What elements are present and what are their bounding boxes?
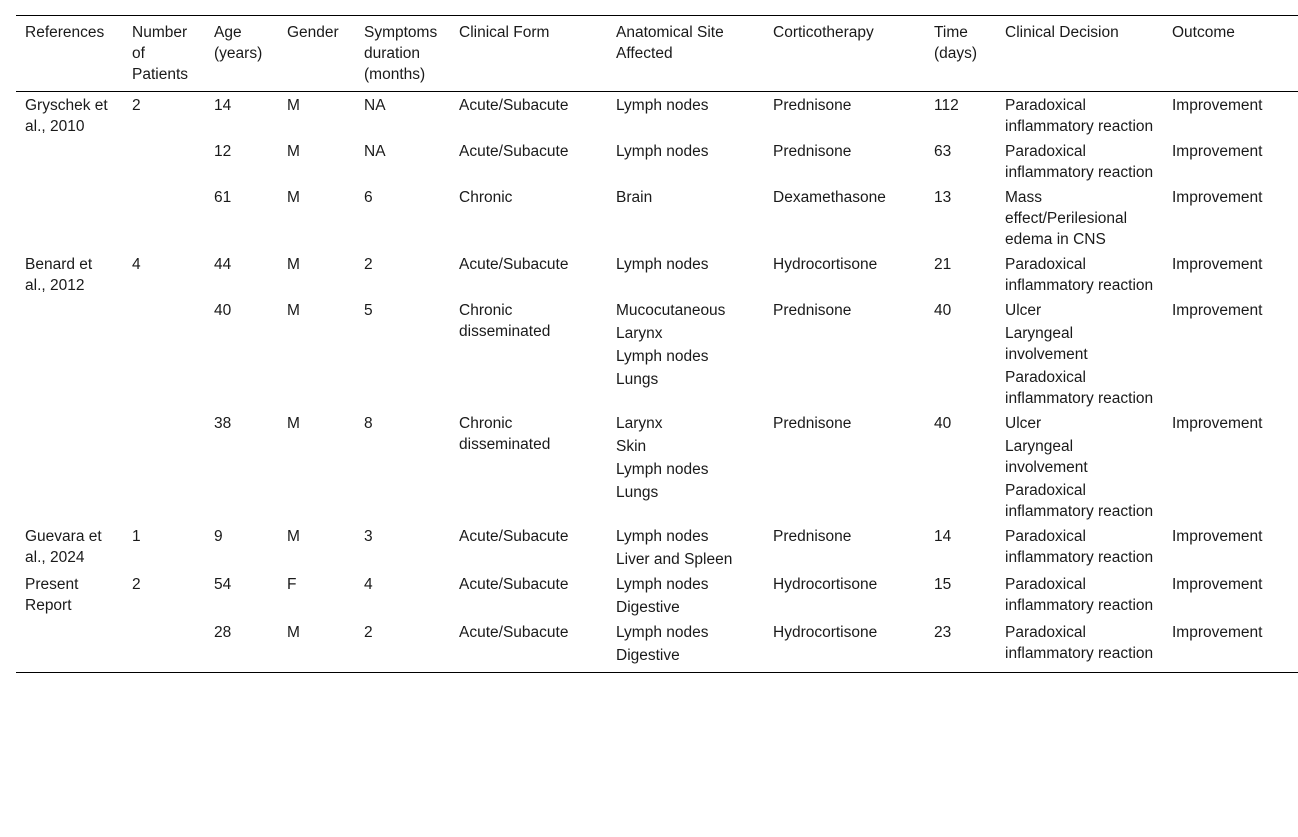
clinical-decision-cell [996,524,1163,572]
anatomical-site-item: Lungs [616,484,659,501]
clinical-decision-item: Mass effect/Perilesional edema in CNS [1005,189,1128,248]
corticotherapy-cell: Prednisone [773,302,852,319]
symptoms-duration-cell: NA [364,143,386,160]
age-cell: 38 [214,415,232,432]
outcome-cell: Improvement [1172,256,1263,273]
gender-cell: M [287,256,300,273]
anatomical-site-item: Mucocutaneous [616,302,726,319]
anatomical-site-cell [607,572,764,620]
table-header-row [16,16,1298,92]
table-row [16,411,1298,524]
corticotherapy-cell: Hydrocortisone [773,576,878,593]
age-cell: 14 [214,97,232,114]
outcome-cell: Improvement [1172,528,1263,545]
outcome-cell: Improvement [1172,415,1263,432]
header-anatomical-site: Anatomical Site Affected [616,24,724,62]
reference-cell: Present Report [25,576,79,614]
anatomical-site-item: Lymph nodes [616,461,709,478]
age-cell: 54 [214,576,232,593]
header-number-of-patients: Number of Patients [132,24,189,83]
gender-cell: M [287,97,300,114]
clinical-decision-cell [996,620,1163,673]
outcome-cell: Improvement [1172,189,1263,206]
anatomical-site-item: Lymph nodes [616,528,709,545]
age-cell: 61 [214,189,232,206]
table-row [16,572,1298,620]
clinical-form-cell: Acute/Subacute [459,528,569,545]
corticotherapy-cell: Prednisone [773,143,852,160]
clinical-decision-item: Paradoxical inflammatory reaction [1005,624,1154,662]
anatomical-site-cell [607,524,764,572]
corticotherapy-cell: Hydrocortisone [773,624,878,641]
time-cell: 40 [934,302,952,319]
clinical-decision-cell [996,411,1163,524]
anatomical-site-item: Brain [616,189,653,206]
table-row [16,185,1298,252]
clinical-decision-item: Paradoxical inflammatory reaction [1005,528,1154,566]
number-of-patients-cell: 2 [132,97,141,114]
clinical-form-cell: Acute/Subacute [459,97,569,114]
clinical-form-cell: Chronic disseminated [459,302,551,340]
header-references: References [25,24,105,41]
reference-cell: Benard et al., 2012 [25,256,93,294]
anatomical-site-item: Lymph nodes [616,97,709,114]
outcome-cell: Improvement [1172,302,1263,319]
header-time: Time (days) [934,24,978,62]
number-of-patients-cell: 4 [132,256,141,273]
gender-cell: M [287,624,300,641]
anatomical-site-item: Larynx [616,325,663,342]
anatomical-site-item: Skin [616,438,647,455]
table-body [16,92,1298,673]
table-row [16,139,1298,185]
anatomical-site-item: Digestive [616,647,680,664]
anatomical-site-item: Digestive [616,599,680,616]
gender-cell: M [287,528,300,545]
table-row [16,252,1298,298]
anatomical-site-item: Larynx [616,415,663,432]
clinical-decision-cell [996,139,1163,185]
symptoms-duration-cell: 4 [364,576,373,593]
gender-cell: M [287,302,300,319]
case-table-container [16,15,1298,673]
header-corticotherapy: Corticotherapy [773,24,874,41]
header-symptoms-duration: Symptoms duration (months) [364,24,438,83]
symptoms-duration-cell: 6 [364,189,373,206]
table-row [16,620,1298,673]
outcome-cell: Improvement [1172,624,1263,641]
clinical-decision-item: Ulcer [1005,415,1042,432]
clinical-decision-item: Ulcer [1005,302,1042,319]
clinical-form-cell: Acute/Subacute [459,143,569,160]
number-of-patients-cell: 2 [132,576,141,593]
gender-cell: M [287,415,300,432]
time-cell: 112 [934,97,959,114]
clinical-decision-item: Laryngeal involvement [1005,438,1088,476]
clinical-form-cell: Chronic disseminated [459,415,551,453]
clinical-decision-cell [996,185,1163,252]
header-clinical-decision: Clinical Decision [1005,24,1119,41]
symptoms-duration-cell: 8 [364,415,373,432]
symptoms-duration-cell: 3 [364,528,373,545]
clinical-decision-item: Paradoxical inflammatory reaction [1005,256,1154,294]
time-cell: 21 [934,256,952,273]
table-row [16,524,1298,572]
anatomical-site-item: Lymph nodes [616,624,709,641]
symptoms-duration-cell: 2 [364,256,373,273]
clinical-form-cell: Acute/Subacute [459,256,569,273]
age-cell: 44 [214,256,232,273]
time-cell: 63 [934,143,952,160]
corticotherapy-cell: Prednisone [773,415,852,432]
anatomical-site-cell [607,252,764,298]
anatomical-site-cell [607,411,764,524]
number-of-patients-cell: 1 [132,528,141,545]
clinical-form-cell: Chronic [459,189,513,206]
clinical-decision-item: Paradoxical inflammatory reaction [1005,143,1154,181]
table-row [16,92,1298,140]
reference-cell: Gryschek et al., 2010 [25,97,108,135]
anatomical-site-item: Lymph nodes [616,256,709,273]
symptoms-duration-cell: 5 [364,302,373,319]
clinical-decision-item: Paradoxical inflammatory reaction [1005,482,1154,520]
clinical-form-cell: Acute/Subacute [459,624,569,641]
anatomical-site-item: Lymph nodes [616,576,709,593]
anatomical-site-item: Lymph nodes [616,143,709,160]
clinical-form-cell: Acute/Subacute [459,576,569,593]
time-cell: 14 [934,528,952,545]
clinical-decision-item: Paradoxical inflammatory reaction [1005,97,1154,135]
outcome-cell: Improvement [1172,576,1263,593]
outcome-cell: Improvement [1172,143,1263,160]
header-clinical-form: Clinical Form [459,24,550,41]
gender-cell: M [287,143,300,160]
reference-cell: Guevara et al., 2024 [25,528,102,566]
clinical-decision-item: Laryngeal involvement [1005,325,1088,363]
table-row [16,298,1298,411]
header-age: Age (years) [214,24,263,62]
time-cell: 40 [934,415,952,432]
clinical-decision-cell [996,572,1163,620]
time-cell: 23 [934,624,952,641]
symptoms-duration-cell: 2 [364,624,373,641]
anatomical-site-item: Lungs [616,371,659,388]
age-cell: 28 [214,624,232,641]
age-cell: 12 [214,143,232,160]
clinical-decision-cell [996,92,1163,140]
age-cell: 9 [214,528,223,545]
anatomical-site-cell [607,139,764,185]
anatomical-site-cell [607,298,764,411]
gender-cell: M [287,189,300,206]
anatomical-site-cell [607,620,764,673]
header-gender: Gender [287,24,339,41]
anatomical-site-cell [607,185,764,252]
case-comparison-table [16,15,1298,673]
header-outcome: Outcome [1172,24,1235,41]
clinical-decision-cell [996,298,1163,411]
corticotherapy-cell: Hydrocortisone [773,256,878,273]
anatomical-site-item: Lymph nodes [616,348,709,365]
age-cell: 40 [214,302,232,319]
anatomical-site-cell [607,92,764,140]
anatomical-site-item: Liver and Spleen [616,551,733,568]
clinical-decision-item: Paradoxical inflammatory reaction [1005,369,1154,407]
corticotherapy-cell: Prednisone [773,97,852,114]
outcome-cell: Improvement [1172,97,1263,114]
corticotherapy-cell: Prednisone [773,528,852,545]
clinical-decision-item: Paradoxical inflammatory reaction [1005,576,1154,614]
symptoms-duration-cell: NA [364,97,386,114]
time-cell: 15 [934,576,952,593]
time-cell: 13 [934,189,952,206]
corticotherapy-cell: Dexamethasone [773,189,886,206]
clinical-decision-cell [996,252,1163,298]
gender-cell: F [287,576,297,593]
